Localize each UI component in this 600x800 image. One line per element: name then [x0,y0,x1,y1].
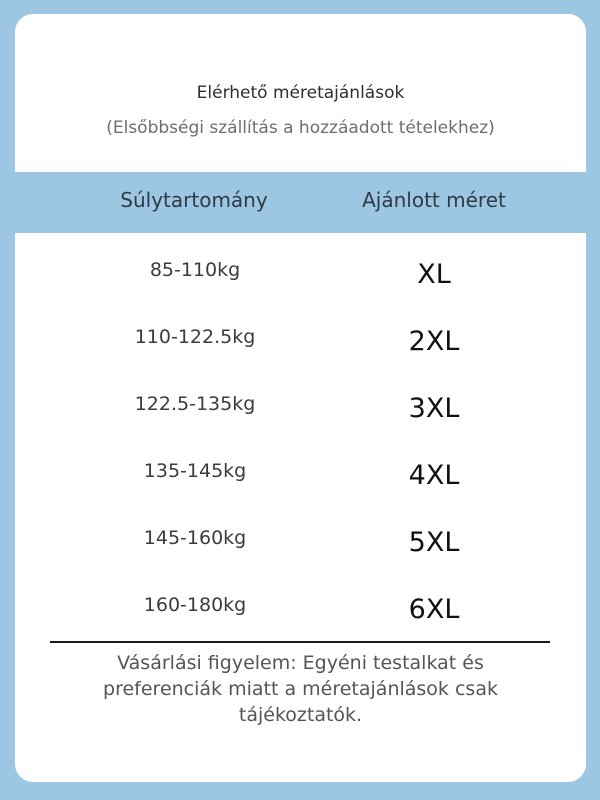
chart-subtitle: (Elsőbbségi szállítás a hozzáadott tételekhez) [106,118,495,138]
table-row [15,259,586,319]
weight-range: 122.5-135kg [134,393,256,415]
footer-divider [50,641,550,643]
recommended-size: XL [417,259,451,290]
table-header [15,172,586,233]
weight-range: 85-110kg [149,259,241,281]
recommended-size: 2XL [408,326,460,357]
weight-range: 135-145kg [143,460,247,482]
recommended-size: 4XL [408,460,460,491]
weight-range: 160-180kg [143,594,247,616]
table-row [15,393,586,453]
weight-range: 110-122.5kg [134,326,256,348]
table-row [15,460,586,520]
chart-title: Elérhető méretajánlások [196,83,405,103]
column-header-weight: Súlytartomány [120,188,268,212]
size-chart-card [15,14,586,782]
recommended-size: 3XL [408,393,460,424]
table-row [15,527,586,587]
column-header-size: Ajánlott méret [362,188,506,212]
table-row [15,594,586,654]
purchase-note: Vásárlási figyelem: Egyéni testalkat és preferenciák miatt a méretajánlások csak tájékoztatók. [103,652,498,726]
weight-range: 145-160kg [143,527,247,549]
recommended-size: 5XL [408,527,460,558]
recommended-size: 6XL [408,594,460,625]
table-row [15,326,586,386]
